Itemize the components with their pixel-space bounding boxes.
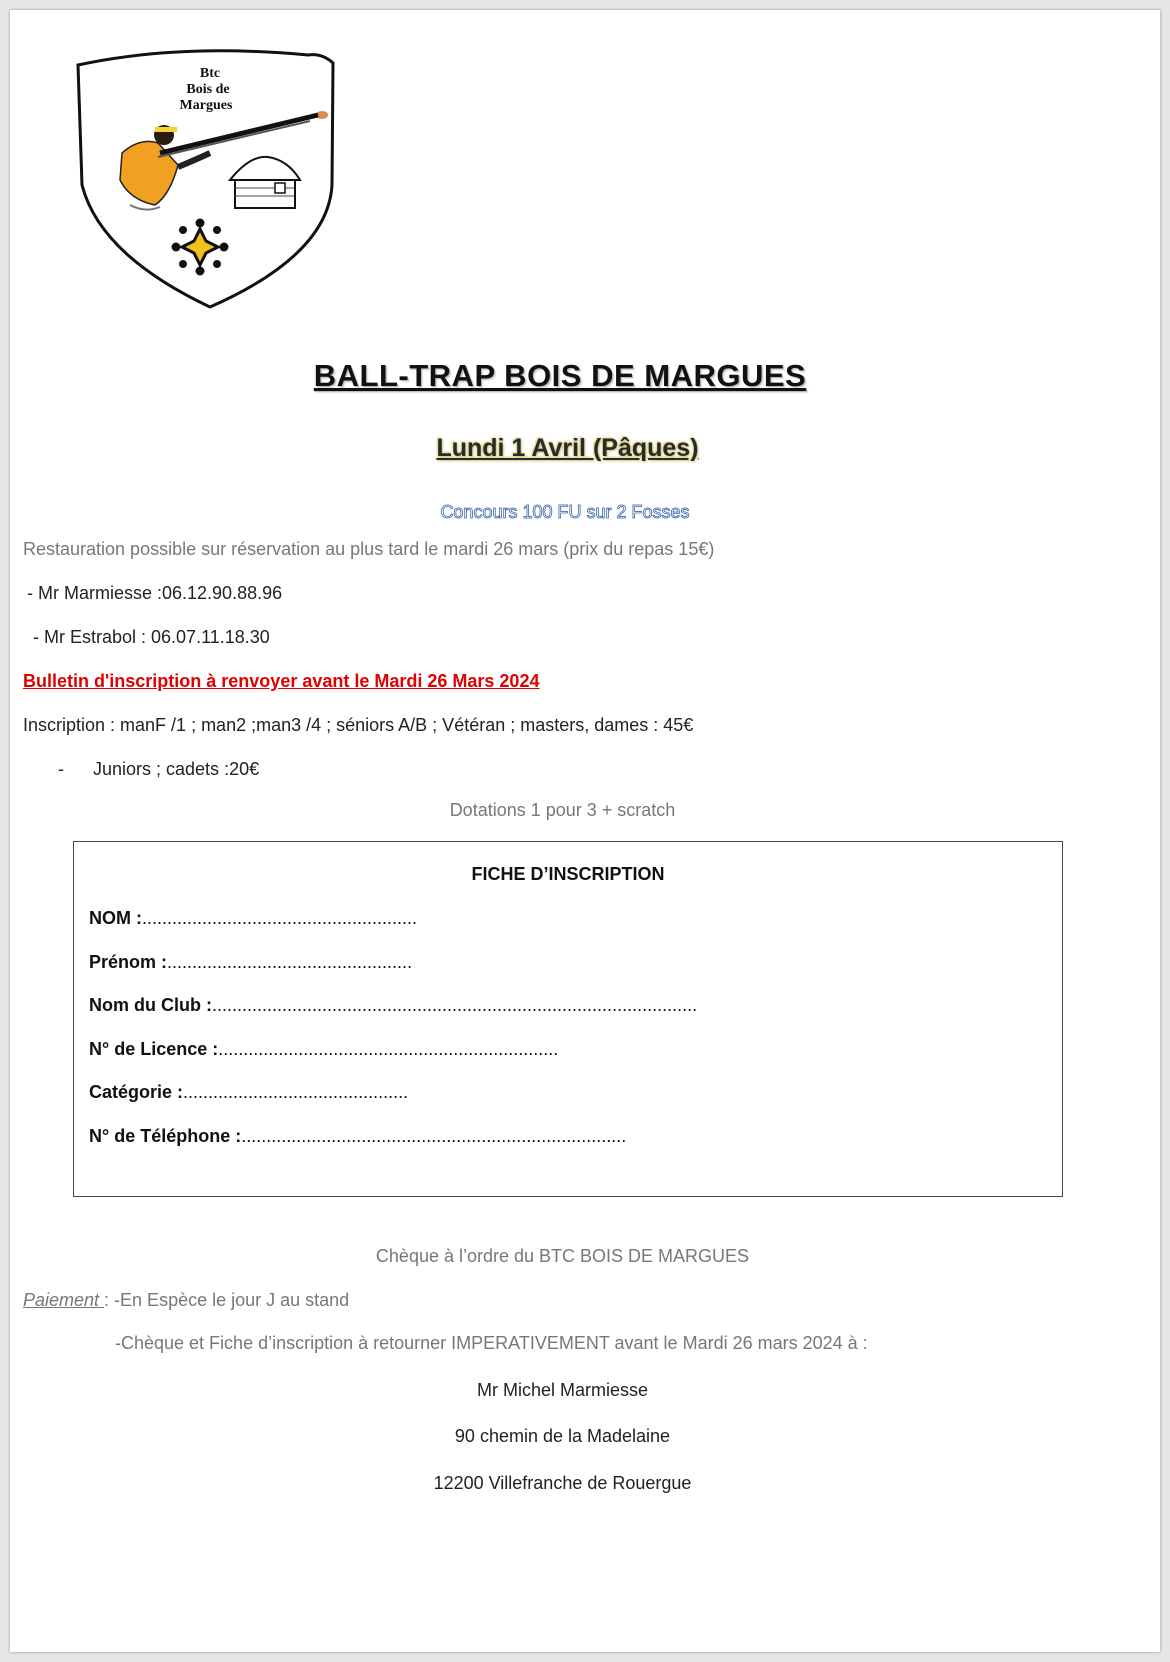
field-label: N° de Téléphone : [89,1126,242,1146]
occitan-cross-icon [173,220,227,274]
field-dots: ................................................. [167,952,413,972]
document-page [10,10,1160,1652]
paiement-line [23,1290,349,1311]
cheque-order: Chèque à l’ordre du BTC BOIS DE MARGUES [375,1246,750,1266]
logo-line-2: Bois de [186,82,230,97]
cheque-return: -Chèque et Fiche d’inscription à retourner IMPERATIVEMENT avant le Mardi 26 mars 2024 à : [115,1333,868,1353]
address-city: 12200 Villefranche de Rouergue [433,1473,692,1493]
logo-line-1: Btc [199,66,221,81]
contact-marmiesse: - Mr Marmiesse :06.12.90.88.96 [27,583,283,603]
field-label: Prénom : [89,952,168,972]
address-street: 90 chemin de la Madelaine [454,1426,671,1446]
field-dots: ....................................................... [142,908,418,928]
field-prenom[interactable] [89,952,412,973]
paiement-label: Paiement [23,1290,105,1310]
field-label: NOM : [89,908,142,928]
bulletin-deadline: Bulletin d'inscription à renvoyer avant le Mardi 26 Mars 2024 [23,671,540,691]
logo-line-3: Margues [179,98,233,113]
document-title: BALL-TRAP BOIS DE MARGUES [313,358,807,393]
paiement-detail: : -En Espèce le jour J au stand [104,1290,350,1310]
club-logo [60,35,380,335]
field-dots: ............................................................................. [241,1126,627,1146]
registration-form [73,841,1063,1197]
field-label: N° de Licence : [89,1039,219,1059]
dotations-text: Dotations 1 pour 3 + scratch [449,800,676,820]
contact-estrabol: - Mr Estrabol : 06.07.11.18.30 [33,627,270,647]
field-dots: .................................................................... [218,1039,559,1059]
field-label: Catégorie : [89,1082,184,1102]
field-label: Nom du Club : [89,995,212,1015]
field-dots: ............................................. [183,1082,409,1102]
field-dots: ................................................................................................. [211,995,698,1015]
inscription-prices: Inscription : manF /1 ; man2 ;man3 /4 ; séniors A/B ; Vétéran ; masters, dames : 45€ [23,715,694,735]
address-name: Mr Michel Marmiesse [476,1380,649,1400]
field-licence[interactable] [89,1039,558,1060]
event-date: Lundi 1 Avril (Pâques) [436,434,699,462]
competition-subtitle: Concours 100 FU sur 2 Fosses [440,502,690,522]
juniors-prices: Juniors ; cadets :20€ [93,759,260,779]
field-categorie[interactable] [89,1082,408,1103]
juniors-bullet: - [58,759,64,779]
form-title: FICHE D’INSCRIPTION [471,864,665,884]
field-nom[interactable] [89,908,417,929]
field-telephone[interactable] [89,1126,626,1147]
restauration-text: Restauration possible sur réservation au plus tard le mardi 26 mars (prix du repas 15€) [23,539,715,559]
field-club[interactable] [89,995,697,1016]
